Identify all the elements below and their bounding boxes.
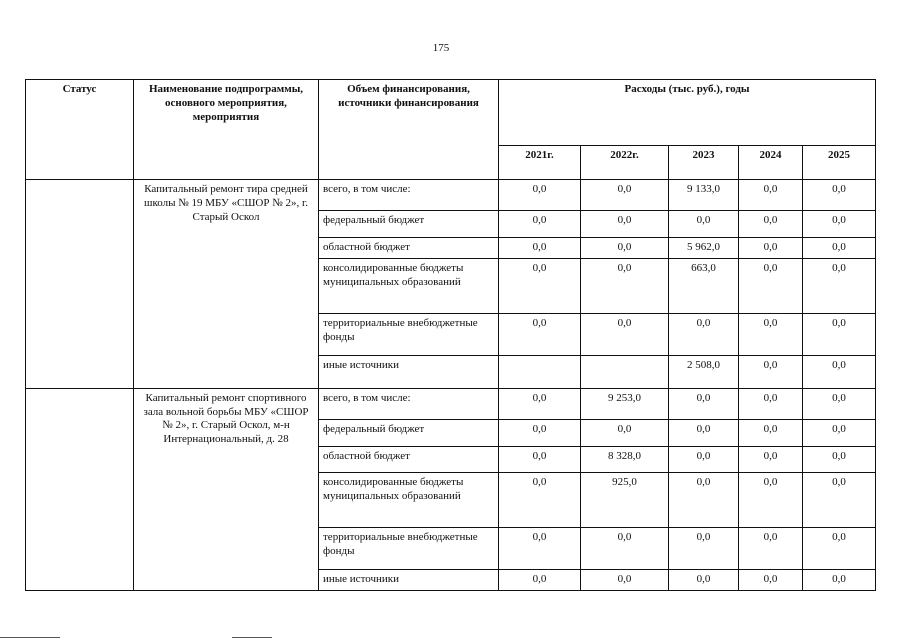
value-cell: 0,0	[669, 472, 739, 527]
value-cell: 0,0	[803, 355, 876, 388]
header-status: Статус	[26, 80, 134, 180]
value-cell: 0,0	[581, 258, 669, 313]
value-cell: 925,0	[581, 472, 669, 527]
source-label-cell: федеральный бюджет	[319, 211, 499, 238]
value-cell: 0,0	[499, 472, 581, 527]
value-cell: 0,0	[581, 211, 669, 238]
value-cell: 0,0	[669, 419, 739, 446]
value-cell: 9 133,0	[669, 180, 739, 211]
status-cell	[26, 388, 134, 590]
header-year: 2021г.	[499, 146, 581, 180]
header-year: 2023	[669, 146, 739, 180]
table-body	[26, 180, 876, 591]
value-cell: 0,0	[739, 258, 803, 313]
source-label-cell: всего, в том числе:	[319, 180, 499, 211]
activity-name-cell: Капитальный ремонт спортивного зала вольной борьбы МБУ «СШОР № 2», г. Старый Оскол, м-н Интернациональный, д. 28	[134, 388, 319, 590]
value-cell: 0,0	[499, 180, 581, 211]
value-cell: 0,0	[499, 313, 581, 355]
source-label-cell: консолидированные бюджеты муниципальных образований	[319, 258, 499, 313]
value-cell: 0,0	[669, 569, 739, 590]
value-cell: 0,0	[803, 419, 876, 446]
source-label-cell: иные источники	[319, 355, 499, 388]
table-row	[26, 388, 876, 419]
source-label-cell: всего, в том числе:	[319, 388, 499, 419]
edge-line	[232, 637, 272, 638]
value-cell: 0,0	[499, 258, 581, 313]
value-cell: 0,0	[499, 527, 581, 569]
value-cell: 0,0	[669, 388, 739, 419]
header-year: 2024	[739, 146, 803, 180]
table-row	[26, 180, 876, 211]
value-cell: 0,0	[803, 527, 876, 569]
value-cell: 0,0	[499, 238, 581, 259]
value-cell: 0,0	[739, 238, 803, 259]
header-name: Наименование подпрограммы, основного мероприятия, мероприятия	[134, 80, 319, 180]
value-cell: 0,0	[499, 569, 581, 590]
source-label-cell: областной бюджет	[319, 238, 499, 259]
value-cell: 0,0	[803, 180, 876, 211]
header-year: 2025	[803, 146, 876, 180]
header-year: 2022г.	[581, 146, 669, 180]
value-cell: 0,0	[581, 313, 669, 355]
activity-name-cell: Капитальный ремонт тира средней школы № 19 МБУ «СШОР № 2», г. Старый Оскол	[134, 180, 319, 389]
source-label-cell: консолидированные бюджеты муниципальных образований	[319, 472, 499, 527]
value-cell	[581, 355, 669, 388]
value-cell: 0,0	[739, 419, 803, 446]
value-cell: 0,0	[739, 472, 803, 527]
value-cell: 0,0	[669, 527, 739, 569]
value-cell: 9 253,0	[581, 388, 669, 419]
value-cell: 0,0	[803, 446, 876, 472]
value-cell: 0,0	[669, 446, 739, 472]
value-cell: 0,0	[803, 258, 876, 313]
status-cell	[26, 180, 134, 389]
value-cell: 0,0	[499, 211, 581, 238]
source-label-cell: областной бюджет	[319, 446, 499, 472]
value-cell: 0,0	[739, 211, 803, 238]
page-number: 175	[432, 42, 450, 54]
value-cell: 0,0	[739, 446, 803, 472]
value-cell: 0,0	[669, 313, 739, 355]
value-cell: 0,0	[669, 211, 739, 238]
source-label-cell: федеральный бюджет	[319, 419, 499, 446]
value-cell: 0,0	[581, 238, 669, 259]
value-cell: 0,0	[739, 388, 803, 419]
value-cell: 0,0	[803, 238, 876, 259]
value-cell: 0,0	[803, 472, 876, 527]
value-cell: 0,0	[803, 313, 876, 355]
value-cell: 0,0	[803, 388, 876, 419]
value-cell	[499, 355, 581, 388]
source-label-cell: иные источники	[319, 569, 499, 590]
value-cell: 0,0	[739, 355, 803, 388]
value-cell: 0,0	[499, 419, 581, 446]
value-cell: 0,0	[499, 388, 581, 419]
value-cell: 0,0	[581, 569, 669, 590]
value-cell: 0,0	[739, 313, 803, 355]
value-cell: 0,0	[739, 180, 803, 211]
source-label-cell: территориальные внебюджетные фонды	[319, 313, 499, 355]
value-cell: 5 962,0	[669, 238, 739, 259]
value-cell: 663,0	[669, 258, 739, 313]
value-cell: 0,0	[581, 180, 669, 211]
header-source: Объем финансирования, источники финансирования	[319, 80, 499, 180]
value-cell: 2 508,0	[669, 355, 739, 388]
edge-line	[0, 637, 60, 638]
value-cell: 8 328,0	[581, 446, 669, 472]
value-cell: 0,0	[581, 419, 669, 446]
value-cell: 0,0	[739, 569, 803, 590]
value-cell: 0,0	[499, 446, 581, 472]
financing-table	[25, 79, 876, 591]
value-cell: 0,0	[803, 569, 876, 590]
value-cell: 0,0	[803, 211, 876, 238]
source-label-cell: территориальные внебюджетные фонды	[319, 527, 499, 569]
value-cell: 0,0	[739, 527, 803, 569]
value-cell: 0,0	[581, 527, 669, 569]
header-expenses: Расходы (тыс. руб.), годы	[499, 80, 876, 146]
